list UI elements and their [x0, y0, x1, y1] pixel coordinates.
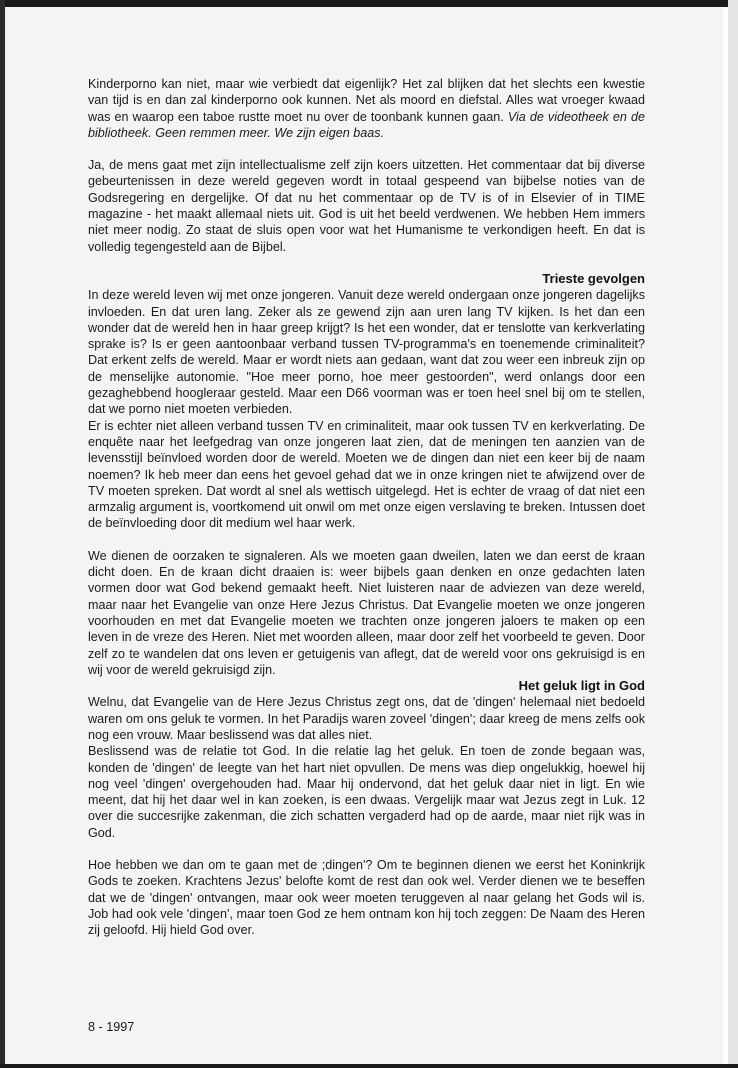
intro-paragraph-2: Ja, de mens gaat met zijn intellectualisme zelf zijn koers uitzetten. Het commentaar dat bij diverse gebeurtenissen in deze wereld gegeven wordt in totaal gespeend van bijbelse noties van de Godsregering en dergelijke. Of dat nu het commentaar op de TV is of in Elsevier of in TIME magazine - het maakt allemaal niets uit. God is uit het beeld verdwenen. We hebben Hem immers niet meer nodig. Zo staat de sluis open voor wat het Humanisme te verkondigen heeft. En dat is volledig tegengesteld aan de Bijbel.: [88, 158, 645, 254]
section1-paragraph-1: In deze wereld leven wij met onze jongeren. Vanuit deze wereld ondergaan onze jongeren dagelijks invloeden. En dat uren lang. Zeker als ze gewend zijn aan uren lang TV kijken. Is het dan een wonder dat de wereld hen in haar greep krijgt? Is het een wonder, dat er tenslotte van kerkverlating sprake is? Is er geen aantoonbaar verband tussen TV-programma's en toenemende criminaliteit? Dat erkent zelfs de wereld. Maar er wordt niets aan gedaan, want dat zou weer een inbreuk zijn op de menselijke autonomie. "Hoe meer porno, hoe meer gestoorden", werd onlangs door een gezaghebbend hoogleraar gesteld. Maar een D66 voorman was er toen heel snel bij om te stellen, dat we porno niet moeten verbieden.: [88, 288, 645, 417]
scan-border-top: [0, 0, 738, 7]
scan-border-bottom: [0, 1064, 738, 1068]
scan-border-right: [728, 0, 738, 1068]
section1-paragraph-3: We dienen de oorzaken te signaleren. Als we moeten gaan dweilen, laten we dan eerst de kraan dicht doen. En de kraan dicht draaien is: weer bijbels gaan denken en onze gedachten laten vormen door wat God bekend gemaakt heeft. Niet luisteren naar de adviezen van deze wereld, maar naar het Evangelie van onze Here Jezus Christus. Dat Evangelie moeten we onze jongeren voorhouden en met dat Evangelie moeten we trachten onze jongeren jaloers te maken op een leven in de vreze des Heren. Niet met woorden alleen, maar door zelf het voorbeeld te geven. Door zelf zo te wandelen dat ons leven er getuigenis van aflegt, dat de wereld voor ons gekruisigd is en wij voor de wereld gekruisigd zijn.: [88, 548, 645, 677]
section-heading-het-geluk-ligt-in-god: Het geluk ligt in God: [518, 678, 645, 694]
section2-paragraph-1: Welnu, dat Evangelie van de Here Jezus Christus zegt ons, dat de 'dingen' helemaal niet bedoeld waren om ons geluk te vormen. In het Paradijs waren zoveel 'dingen'; daar kreeg de mens zelfs ook nog een vrouw. Maar beslissend was dat alles niet.: [88, 695, 645, 742]
intro-paragraph-1-lead: Kinderporno kan niet, maar wie verbiedt dat eigenlijk? Het zal blijken dat het slechts een kwestie van tijd is en dan zal kinderporno ook kunnen. Net als moord en diefstal. Alles wat vroeger kwaad was en waarop een taboe rustte moet nu over de toonbank kunnen gaan.: [88, 77, 645, 124]
intro-paragraph-1-italic: Via de videotheek en de bibliotheek. Geen remmen meer. We zijn eigen baas.: [88, 109, 646, 140]
section-heading-trieste-gevolgen: Trieste gevolgen: [542, 270, 645, 286]
section1-paragraph-2: Er is echter niet alleen verband tussen TV en criminaliteit, maar ook tussen TV en kerkverlating. De enquête naar het leefgedrag van onze jongeren laat zien, dat de meningen ten aanzien van de levensstijl beïnvloed worden door de wereld. Moeten we de dingen dan niet een keer bij de naam noemen? Ik heb meer dan eens het gevoel gehad dat we in onze kringen niet te afwijzend over de TV moeten spreken. Dat wordt al snel als wettisch uitgelegd. Het is echter de vraag of dat niet een armzalig argument is, voortkomend uit onwil om met onze eigen verslaving te breken. Intussen doet de beïnvloeding door dit medium wel haar werk.: [88, 418, 645, 531]
intro-paragraph-1: [88, 76, 645, 141]
issue-number: 8 - 1997: [88, 1020, 135, 1034]
section2-paragraph-3: Hoe hebben we dan om te gaan met de ;dingen'? Om te beginnen dienen we eerst het Koninkrijk Gods te zoeken. Krachtens Jezus' belofte komt de rest dan ook wel. Verder dienen we te beseffen dat we de 'dingen' ontvangen, maar ook weer moeten teruggeven al naar gelang het Gods wil is. Job had ook vele 'dingen', maar toen God ze hem ontnam kon hij toch zeggen: De Naam des Heren zij geloofd. Hij hield God over.: [88, 858, 645, 938]
article-body: [88, 76, 645, 939]
section2-paragraph-2: Beslissend was de relatie tot God. In die relatie lag het geluk. En toen de zonde begaan was, konden de 'dingen' de leegte van het hart niet opvullen. De mens was diep ongelukkig, hoewel hij nog veel 'dingen' overgehouden had. Maar hij ondervond, dat het geluk daar niet in ligt. En wie meent, dat hij het daar wel in kan zoeken, is een dwaas. Vergelijk maar wat Jezus zegt in Luk. 12 over die succesrijke zakenman, die zich schatten vergaderd had op de aarde, maar niet rijk was in God.: [88, 744, 645, 840]
